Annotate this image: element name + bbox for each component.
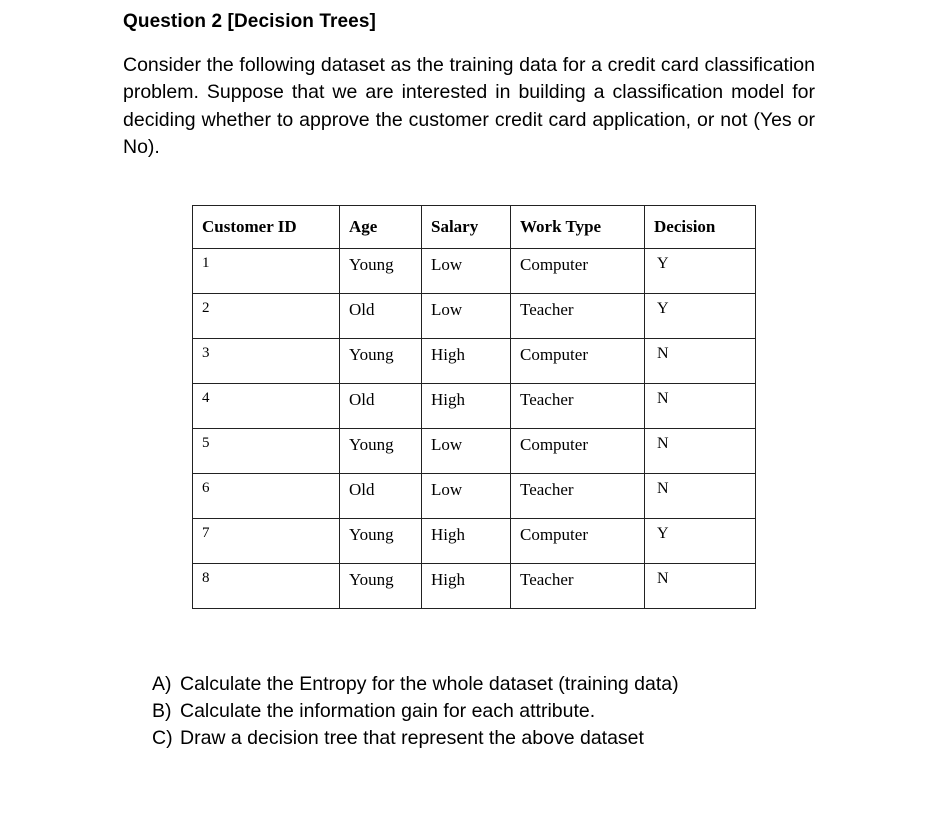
cell-age: Young	[340, 564, 422, 609]
header-salary: Salary	[422, 206, 511, 249]
table-row	[193, 384, 756, 429]
cell-age: Old	[340, 384, 422, 429]
task-text: Draw a decision tree that represent the above dataset	[180, 727, 644, 749]
cell-decision: N	[645, 474, 756, 519]
cell-work-type: Computer	[511, 519, 645, 564]
training-data-table	[192, 205, 756, 609]
cell-decision: Y	[645, 294, 756, 339]
cell-work-type: Teacher	[511, 564, 645, 609]
table-header-row	[193, 206, 756, 249]
cell-work-type: Computer	[511, 429, 645, 474]
cell-work-type: Teacher	[511, 294, 645, 339]
cell-decision: Y	[645, 249, 756, 294]
cell-customer-id: 1	[193, 249, 340, 294]
question-intro: Consider the following dataset as the training data for a credit card classification problem. Suppose that we are interested in building a classification model for deciding whether to approve the customer credit card application, or not (Yes or No).	[123, 54, 815, 158]
table-row	[193, 339, 756, 384]
table-row	[193, 474, 756, 519]
table-row	[193, 429, 756, 474]
cell-salary: High	[422, 519, 511, 564]
cell-work-type: Teacher	[511, 384, 645, 429]
table-row	[193, 249, 756, 294]
cell-age: Old	[340, 294, 422, 339]
task-text: Calculate the Entropy for the whole dataset (training data)	[180, 673, 679, 695]
cell-decision: Y	[645, 519, 756, 564]
task-list	[152, 671, 679, 752]
cell-customer-id: 8	[193, 564, 340, 609]
cell-salary: High	[422, 564, 511, 609]
header-customer-id: Customer ID	[193, 206, 340, 249]
cell-salary: Low	[422, 249, 511, 294]
cell-salary: Low	[422, 429, 511, 474]
cell-work-type: Computer	[511, 339, 645, 384]
header-work-type: Work Type	[511, 206, 645, 249]
cell-work-type: Computer	[511, 249, 645, 294]
cell-salary: Low	[422, 294, 511, 339]
task-label: B)	[152, 700, 172, 722]
header-decision: Decision	[645, 206, 756, 249]
table-row	[193, 519, 756, 564]
cell-salary: Low	[422, 474, 511, 519]
cell-decision: N	[645, 339, 756, 384]
task-label: A)	[152, 673, 172, 695]
cell-customer-id: 3	[193, 339, 340, 384]
task-text: Calculate the information gain for each attribute.	[180, 700, 596, 722]
cell-customer-id: 4	[193, 384, 340, 429]
task-item	[152, 698, 679, 725]
task-item	[152, 725, 679, 752]
cell-salary: High	[422, 339, 511, 384]
cell-decision: N	[645, 384, 756, 429]
cell-salary: High	[422, 384, 511, 429]
header-age: Age	[340, 206, 422, 249]
table-row	[193, 564, 756, 609]
cell-decision: N	[645, 429, 756, 474]
cell-age: Young	[340, 339, 422, 384]
cell-age: Young	[340, 249, 422, 294]
cell-customer-id: 6	[193, 474, 340, 519]
cell-customer-id: 2	[193, 294, 340, 339]
task-label: C)	[152, 727, 173, 749]
cell-customer-id: 5	[193, 429, 340, 474]
cell-age: Old	[340, 474, 422, 519]
task-item	[152, 671, 679, 698]
cell-age: Young	[340, 429, 422, 474]
cell-decision: N	[645, 564, 756, 609]
table-row	[193, 294, 756, 339]
cell-work-type: Teacher	[511, 474, 645, 519]
question-title: Question 2 [Decision Trees]	[123, 11, 376, 32]
cell-customer-id: 7	[193, 519, 340, 564]
cell-age: Young	[340, 519, 422, 564]
